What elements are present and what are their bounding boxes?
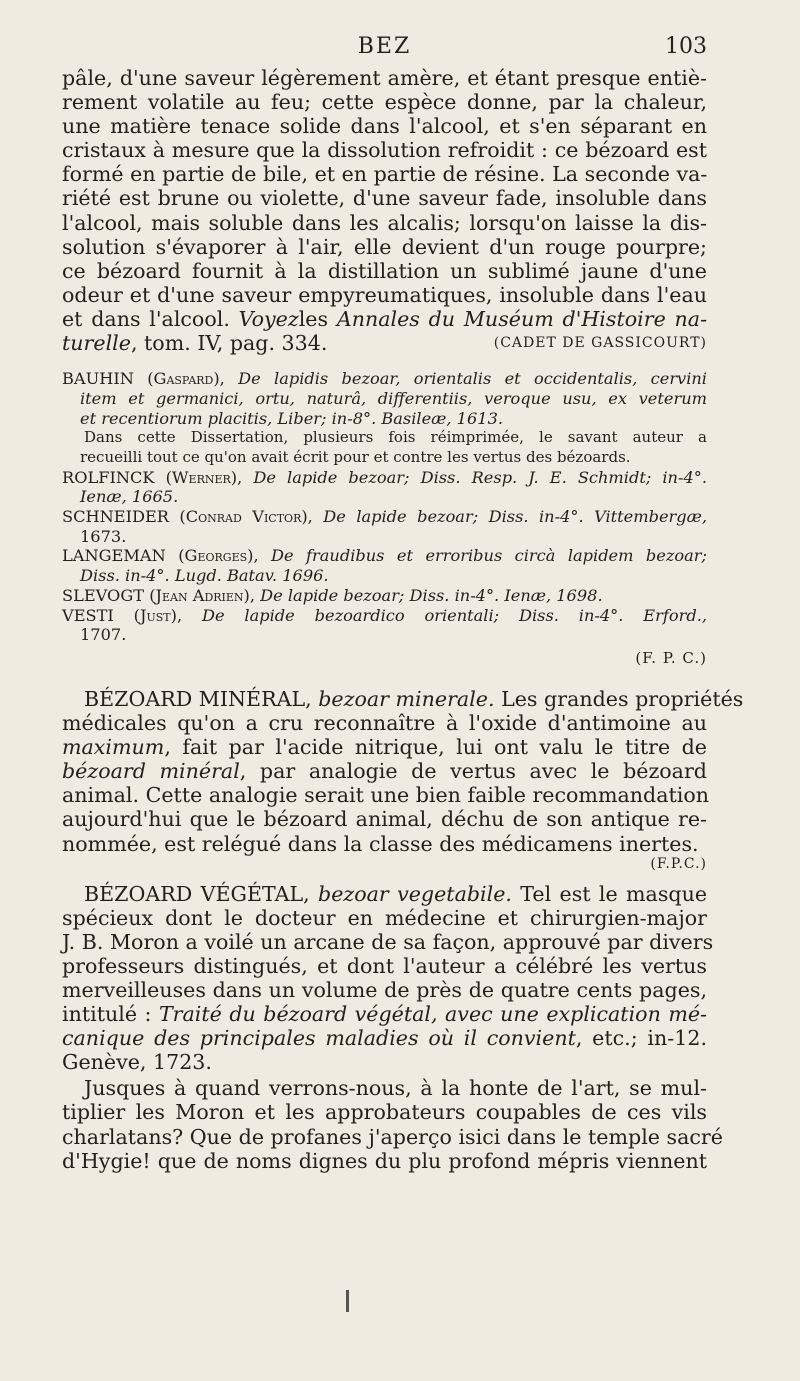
- biblio-line: item et germanici, ortu, naturâ, differentiis, veroque usu, ex veterum: [80, 388, 707, 408]
- entry-bezoard-mineral: [62, 686, 744, 872]
- text-run-italic: bézoard minéral: [62, 759, 240, 784]
- biblio-author: LANGEMAN (Georges),: [62, 546, 259, 566]
- text-run: , par analogie de vertus avec le bézoard: [239, 759, 707, 784]
- biblio-line: [62, 546, 707, 566]
- text-line: une matière tenace solide dans l'alcool, et s'en séparant en: [62, 114, 707, 139]
- text-run: les: [298, 306, 329, 331]
- text-line: Genève, 1723.: [62, 1050, 212, 1075]
- biblio-author: SCHNEIDER (Conrad Victor),: [62, 507, 313, 527]
- running-head: BEZ: [357, 34, 412, 59]
- biblio-title: De lapidis bezoar, orientalis et occidentalis, cervini: [238, 369, 707, 389]
- text-line: pâle, d'une saveur légèrement amère, et étant presque entiè-: [62, 66, 707, 90]
- biblio-author: ROLFINCK (Werner),: [62, 467, 243, 487]
- text-line: J. B. Moron a voilé un arcane de sa façon, approuvé par divers: [62, 929, 714, 954]
- text-line: [62, 1002, 707, 1026]
- text-run: Les grandes propriétés: [501, 686, 744, 711]
- text-line: [62, 331, 707, 355]
- text-line: odeur et d'une saveur empyreumatiques, insoluble dans l'eau: [62, 282, 707, 307]
- biblio-line: Ienæ, 1665.: [80, 487, 179, 507]
- entry-latin: bezoar vegetabile.: [318, 881, 512, 906]
- biblio-line: 1673.: [80, 526, 127, 546]
- text-run: , fait par l'acide nitrique, lui ont valu le titre de: [164, 735, 707, 760]
- text-line: d'Hygie! que de noms dignes du plu profond mépris viennent: [62, 1148, 707, 1173]
- text-run-italic: Annales du Muséum d'Histoire na-: [336, 306, 708, 331]
- biblio-line: et recentiorum placitis, Liber; in-8°. Basileæ, 1613.: [80, 408, 504, 428]
- biblio-title: De lapide bezoardico orientali; Diss. in-4°. Erford.,: [201, 605, 707, 625]
- biblio-note-line: recueilli tout ce qu'on avait écrit pour et contre les vertus des bézoards.: [80, 447, 631, 466]
- paragraph-continued: [62, 66, 707, 355]
- biblio-title: De lapide bezoar; Diss. in-4°. Ienæ, 1698.: [260, 585, 603, 605]
- text-run: et dans l'alcool.: [62, 306, 230, 331]
- author-credit: (F.P.C.): [650, 855, 707, 872]
- author-credit: (F. P. C.): [635, 648, 707, 667]
- page-header: [62, 34, 707, 64]
- text-line: ce bézoard fournit à la distillation un sublimé jaune d'une: [62, 258, 707, 283]
- biblio-line: [62, 507, 707, 527]
- text-run: , tom. IV, pag. 334.: [130, 331, 328, 356]
- text-line: l'alcool, mais soluble dans les alcalis; lorsqu'on laisse la dis-: [62, 210, 707, 235]
- biblio-note-line: Dans cette Dissertation, plusieurs fois réimprimée, le savant auteur a: [84, 428, 707, 447]
- text-line: [62, 882, 707, 906]
- text-line: [62, 686, 744, 711]
- text-line: [62, 735, 707, 759]
- text-line: tiplier les Moron et les approbateurs coupables de ces vils: [62, 1100, 707, 1125]
- ink-mark: [346, 1290, 349, 1312]
- text-line: médicales qu'on a cru reconnaître à l'oxide d'antimoine au: [62, 711, 707, 736]
- biblio-author: SLEVOGT (Jean Adrien),: [62, 585, 256, 605]
- entry-latin: bezoar minerale.: [318, 686, 495, 711]
- entry-headword: BÉZOARD VÉGÉTAL,: [84, 881, 310, 906]
- bibliography: [62, 369, 707, 667]
- biblio-line: Diss. in-4°. Lugd. Batav. 1696.: [80, 566, 329, 586]
- text-line: [62, 1026, 707, 1050]
- text-line: animal. Cette analogie serait une bien faible recommandation: [62, 783, 709, 808]
- biblio-line: [62, 606, 707, 626]
- biblio-author: BAUHIN (Gaspard),: [62, 369, 225, 389]
- text-run-italic: turelle: [62, 331, 131, 356]
- text-line: Jusques à quand verrons-nous, à la honte de l'art, se mul-: [84, 1076, 707, 1101]
- biblio-title: De lapide bezoar; Diss. in-4°. Vittembergæ,: [323, 507, 707, 527]
- text-line: professeurs distingués, et dont l'auteur a célébré les vertus: [62, 953, 707, 978]
- text-line: rement volatile au feu; cette espèce donne, par la chaleur,: [62, 90, 707, 115]
- text-line: [62, 307, 707, 331]
- text-line: nommée, est relégué dans la classe des médicamens inertes.: [62, 831, 699, 856]
- biblio-line: [62, 369, 707, 389]
- entry-headword: BÉZOARD MINÉRAL,: [84, 686, 312, 711]
- text-line: charlatans? Que de profanes j'aperço isici dans le temple sacré: [62, 1124, 723, 1149]
- text-line: spécieux dont le docteur en médecine et chirurgien-major: [62, 905, 707, 930]
- biblio-line: [62, 468, 707, 488]
- biblio-line: [62, 586, 707, 606]
- text-line: riété est brune ou violette, d'une saveur fade, insoluble dans: [62, 186, 707, 211]
- page-body: [62, 66, 744, 1173]
- author-credit: (CADET DE GASSICOURT): [493, 335, 707, 352]
- entry-bezoard-vegetal: [62, 881, 723, 1173]
- text-run-italic: Voyez: [238, 306, 299, 331]
- text-line: merveilleuses dans un volume de près de quatre cents pages,: [62, 978, 707, 1002]
- text-line: aujourd'hui que le bézoard animal, déchu de son antique re-: [62, 807, 707, 832]
- text-line: solution s'évaporer à l'air, elle devient d'un rouge pourpre;: [62, 234, 707, 259]
- biblio-title: De fraudibus et erroribus circà lapidem bezoar;: [271, 546, 707, 566]
- text-run-italic: Traité du bézoard végétal, avec une explication mé-: [158, 1002, 707, 1027]
- biblio-author: VESTI (Just),: [62, 605, 183, 625]
- text-run: intitulé :: [62, 1002, 152, 1027]
- biblio-line: 1707.: [80, 625, 127, 645]
- text-line: formé en partie de bile, et en partie de résine. La seconde va-: [62, 162, 708, 187]
- biblio-title: De lapide bezoar; Diss. Resp. J. E. Schmidt; in-4°.: [253, 467, 707, 487]
- text-run-italic: canique des principales maladies où il convient: [62, 1026, 576, 1051]
- text-run: Tel est le masque: [520, 881, 708, 906]
- page-number: 103: [665, 34, 707, 59]
- text-line: cristaux à mesure que la dissolution refroidit : ce bézoard est: [62, 138, 707, 163]
- text-run: , etc.; in-12.: [575, 1026, 707, 1051]
- text-line: [62, 759, 707, 783]
- text-run-italic: maximum: [62, 735, 165, 760]
